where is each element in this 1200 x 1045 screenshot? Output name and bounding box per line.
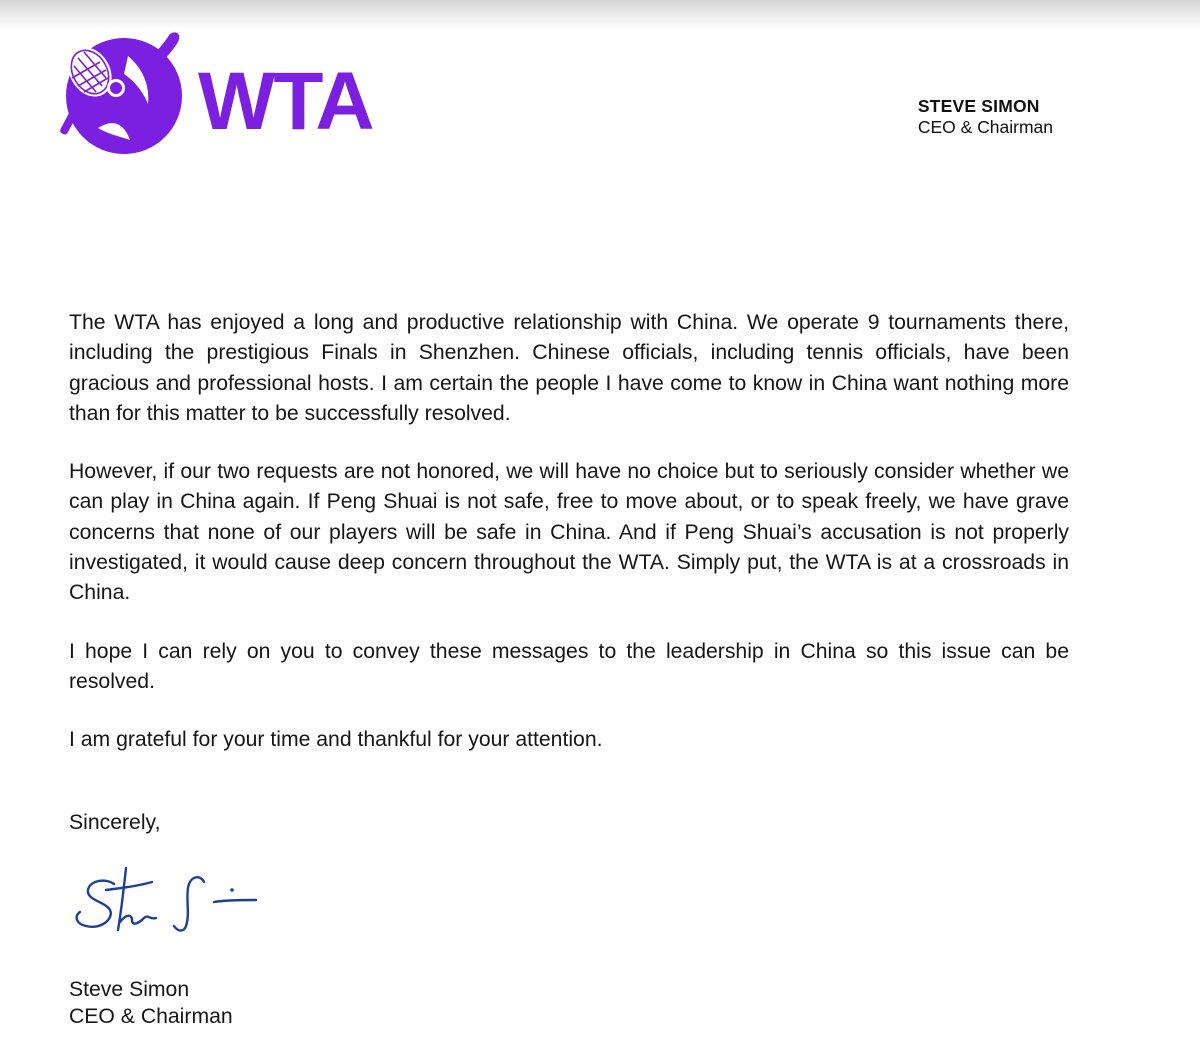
closing-salutation: Sincerely, (69, 811, 161, 834)
handwritten-signature (66, 860, 266, 950)
signer-block (69, 976, 233, 1030)
wta-wordmark: WTA (198, 56, 373, 147)
sender-name: STEVE SIMON (917, 96, 1040, 116)
body-paragraph: The WTA has enjoyed a long and productive relationship with China. We operate 9 tournaments there, including the prestigious Finals in Shenzhen. Chinese officials, including tennis officials, have been gracious and professional hosts. I am certain the people I have come to know in China want nothing more than for this matter to be successfully resolved. (69, 311, 1069, 425)
sender-header (918, 96, 1053, 138)
signer-name: Steve Simon (69, 978, 190, 1001)
sender-title: CEO & Chairman (917, 117, 1053, 137)
body-paragraph: However, if our two requests are not honored, we will have no choice but to seriously consider whether we can play in China again. If Peng Shuai is not safe, free to move about, or to speak freely, we have grave concerns that none of our players will be safe in China. And if Peng Shuai’s accusation is not properly investigated, it would cause deep concern throughout the WTA. Simply put, the WTA is at a crossroads in China. (69, 460, 1069, 605)
signer-title: CEO & Chairman (69, 1005, 233, 1028)
wta-logo (58, 28, 388, 158)
body-paragraph: I hope I can rely on you to convey these messages to the leadership in China so this issue can be resolved. (69, 639, 1069, 693)
top-edge-shadow (0, 0, 1200, 30)
letter-body (69, 308, 1069, 784)
body-paragraph: I am grateful for your time and thankful for your attention. (69, 728, 603, 752)
